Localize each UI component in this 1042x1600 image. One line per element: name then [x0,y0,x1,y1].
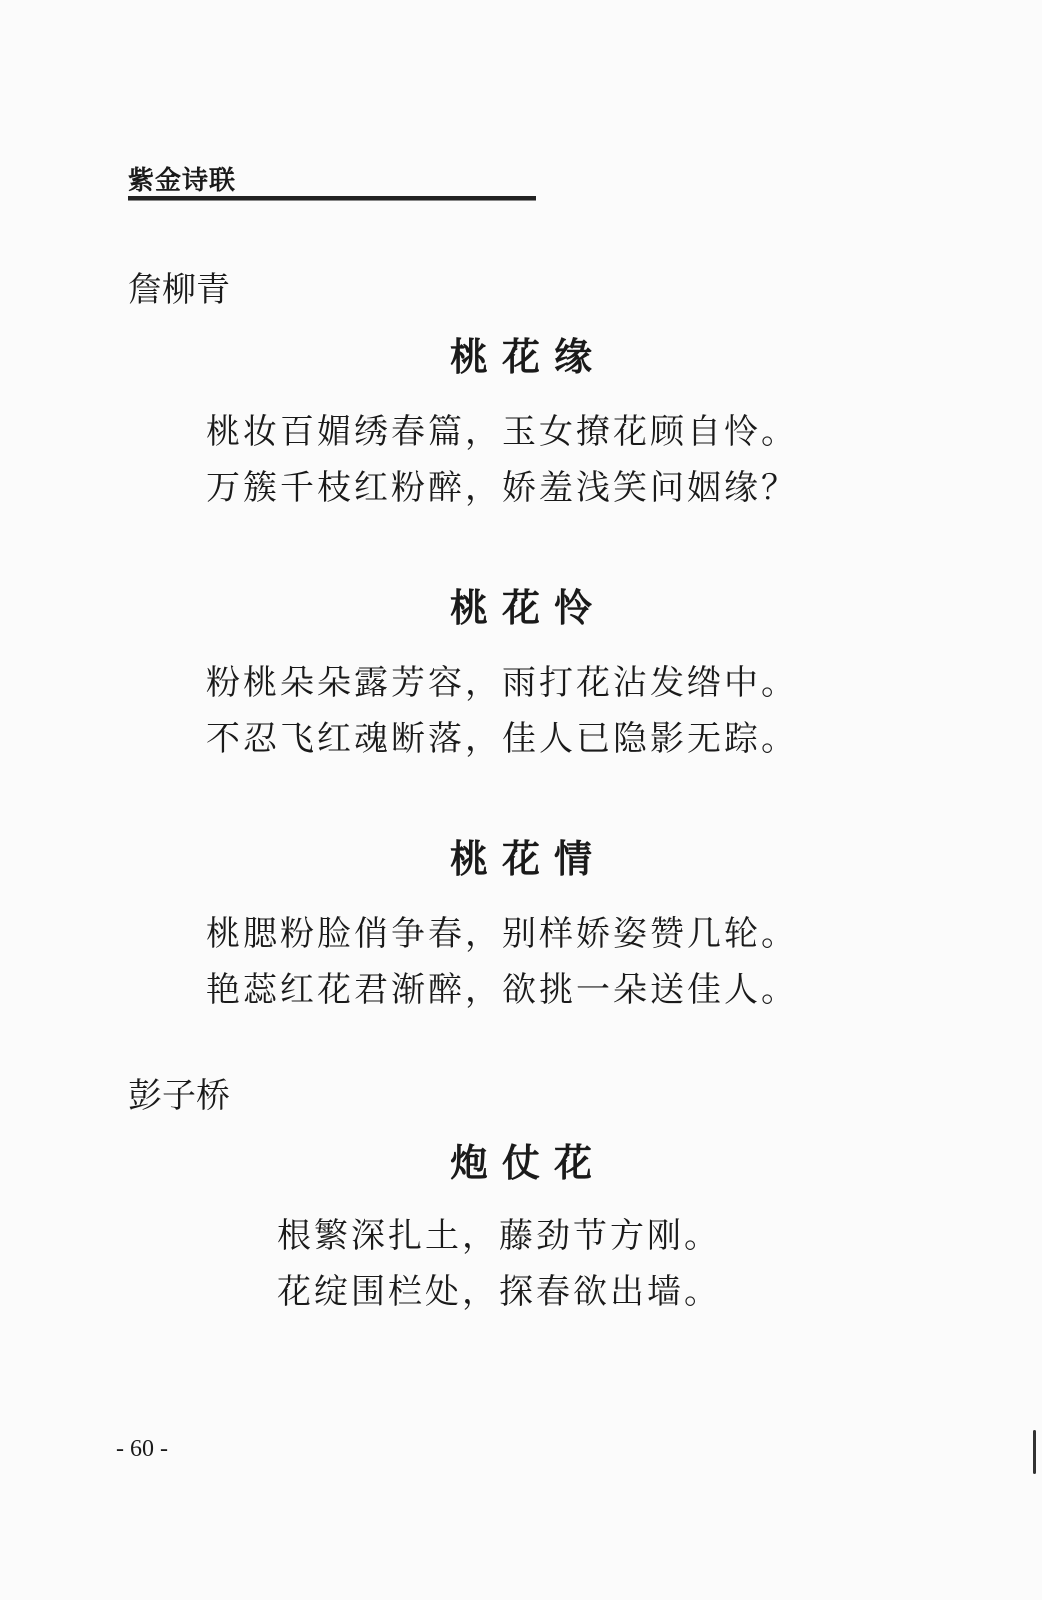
poem-line: 花绽围栏处，探春欲出墙。 [277,1272,721,1312]
page-number: - 60 - [116,1436,168,1462]
scan-edge-mark [1033,1430,1036,1474]
poem-title: 桃花怜 [449,585,606,630]
poem-line: 根繁深扎土，藤劲节方刚。 [277,1216,721,1256]
poem-line: 桃妆百媚绣春篇，玉女撩花顾自怜。 [206,412,798,452]
poem-title: 炮仗花 [449,1140,606,1185]
poem-line: 万簇千枝红粉醉，娇羞浅笑问姻缘？ [206,468,798,508]
poem-line: 桃腮粉脸俏争春，别样娇姿赞几轮。 [206,914,798,954]
author-name: 詹柳青 [128,270,230,310]
header-rule [128,196,536,201]
running-header: 紫金诗联 [128,166,237,196]
poem-line: 不忍飞红魂断落，佳人已隐影无踪。 [206,719,798,759]
poem-title: 桃花缘 [449,334,606,379]
poem-line: 艳蕊红花君渐醉，欲挑一朵送佳人。 [206,970,798,1010]
poem-title: 桃花情 [449,836,606,881]
author-name: 彭子桥 [128,1076,230,1116]
poem-line: 粉桃朵朵露芳容，雨打花沾发绺中。 [206,663,798,703]
